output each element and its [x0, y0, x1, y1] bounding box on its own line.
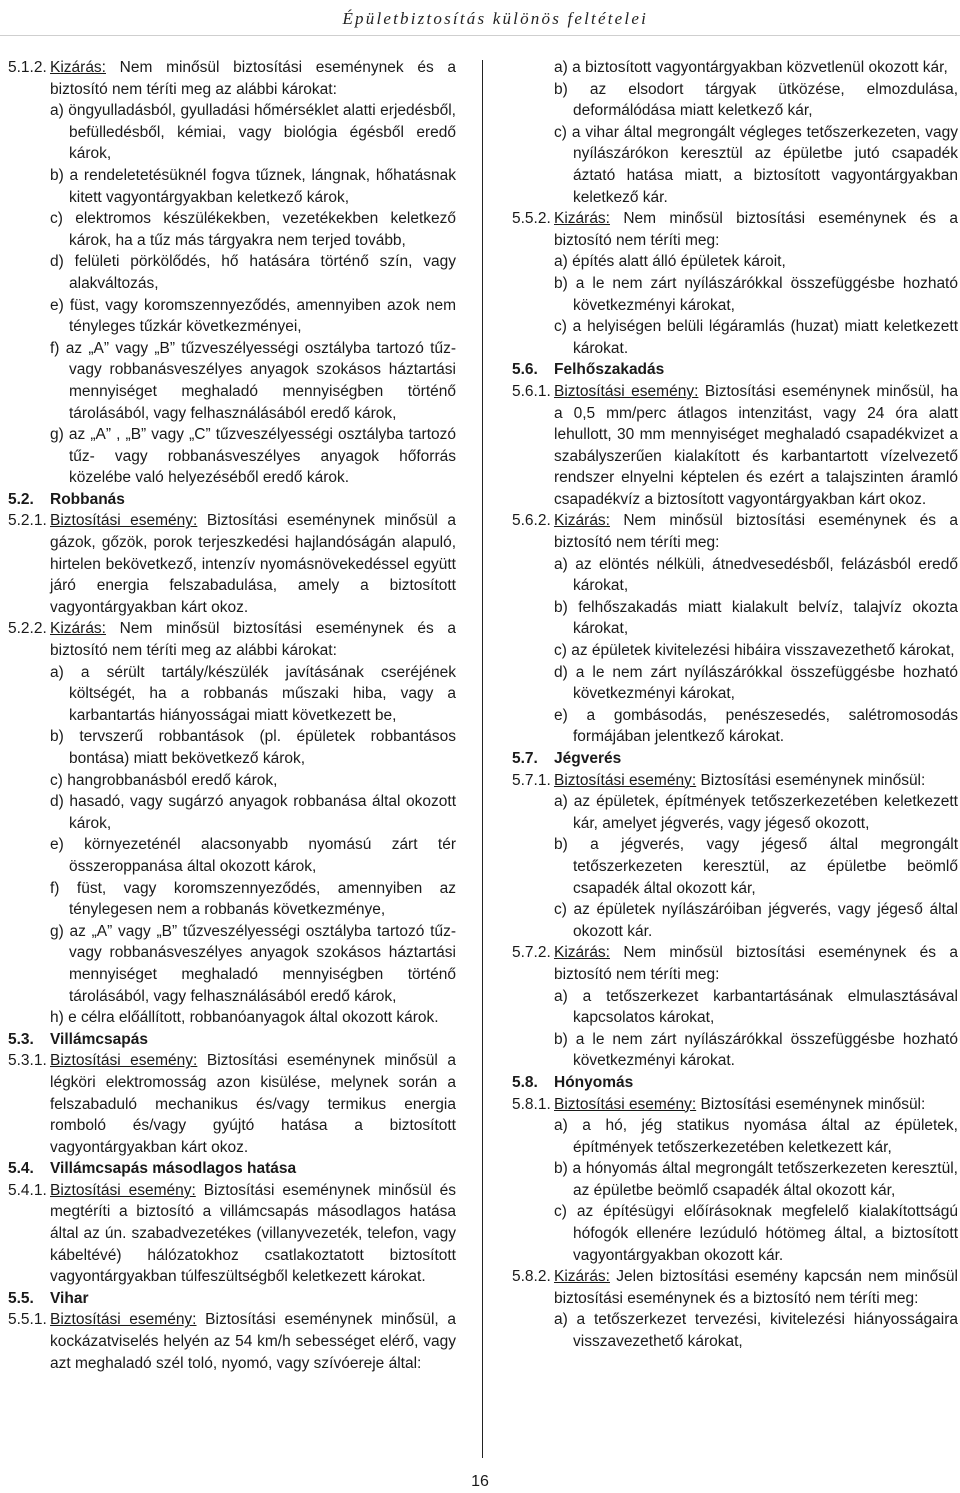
section-number: 5.3.	[8, 1030, 34, 1048]
clause-label: Biztosítási esemény:	[50, 1052, 198, 1070]
list-item-text: b) a le nem zárt nyílászárókkal összefüggésbe hozható következményi károkat,	[554, 274, 958, 314]
clause-number: 5.7.2.	[512, 944, 551, 962]
list-item	[512, 705, 958, 748]
clause-body	[8, 1050, 456, 1158]
clause-text: Biztosítási eseménynek minősül:	[696, 1095, 926, 1113]
list-item	[8, 424, 456, 489]
clause	[8, 510, 456, 618]
list-item	[8, 662, 456, 727]
clause-text: Biztosítási eseménynek minősül, a kockázatviselés helyén az 54 km/h sebességet elérő, vagy azt meghaladó szél toló, nyomó, vagy szívóereje által:	[50, 1311, 456, 1372]
clause-label: Kizárás:	[50, 59, 106, 76]
section-heading	[512, 748, 958, 770]
clause-body	[512, 381, 958, 511]
clause	[512, 208, 958, 251]
list-item	[512, 122, 958, 208]
section-number: 5.4.	[8, 1160, 34, 1178]
list-item	[512, 79, 958, 122]
clause-body	[8, 1309, 456, 1374]
list-item	[512, 1309, 958, 1352]
list-item-text: b) a jégverés, vagy jégeső által megrongált tetőszerkezeten keresztül, az épületbe beömlő csapadék által okozott kár,	[554, 836, 958, 897]
list-item	[8, 770, 456, 792]
clause-label: Biztosítási esemény:	[554, 382, 699, 400]
list-item	[8, 295, 456, 338]
section-number: 5.8.	[512, 1073, 538, 1091]
clause-text: Nem minősül biztosítási eseménynek és a biztosító nem téríti meg az alábbi károkat:	[50, 620, 456, 660]
list-item-text: c) a vihar által megrongált végleges tetőszerkezeten, vagy nyílászárókon keresztül az épületbe jutó csapadék áztató hatása miatt, a biztosított vagyontárgyakban keletkező kár.	[554, 123, 958, 206]
list-item-text: b) az elsodort tárgyak ütközése, elmozdulása, deformálódása miatt keletkező kár,	[554, 80, 958, 120]
clause-text: Jelen biztosítási esemény kapcsán nem minősül biztosítási eseménynek és a biztosító nem téríti meg:	[554, 1268, 958, 1307]
page-number: 16	[471, 1473, 489, 1490]
clause-text: Nem minősül biztosítási eseménynek és a biztosító nem téríti meg:	[554, 210, 958, 249]
clause	[512, 1094, 958, 1116]
list-item	[8, 338, 456, 424]
clause-text: Biztosítási eseménynek minősül és megtéríti a biztosító a villámcsapás másodlagos hatása által az ún. szabadvezetékes (villanyvezeték, telefon, vagy kábeltévé) hálózatokhoz csatlakoztatott biztosított vagyontárgyakban túlfeszültségből keletkezett károkat.	[50, 1181, 456, 1286]
list-item-text: c) az épületek nyílászáróiban jégverés, vagy jégeső által okozott kár.	[554, 901, 958, 940]
clause-text: Biztosítási eseménynek minősül a légköri elektromosság azon kisülése, melynek során a felszabaduló mechanikus és/vagy termikus energia romboló és/vagy gyújtó hatása a biztosított vagyontárgyakban kárt okoz.	[50, 1052, 456, 1156]
clause-label: Kizárás:	[50, 620, 106, 638]
list-item	[512, 1201, 958, 1266]
list-item	[512, 251, 958, 273]
clause-label: Biztosítási esemény:	[50, 1311, 197, 1329]
section-title: Robbanás	[50, 490, 125, 508]
clause	[512, 942, 958, 985]
clause-number: 5.7.1.	[512, 771, 551, 789]
section-title: Felhőszakadás	[554, 361, 665, 379]
clause-text: Nem minősül biztosítási eseménynek és a biztosító nem téríti meg:	[554, 944, 958, 983]
section-heading	[512, 1072, 958, 1094]
clause	[512, 381, 958, 511]
list-item-text: f) füst, vagy koromszennyeződés, amennyiben az ténylegesen nem a robbanás következménye,	[50, 879, 456, 919]
clause-body	[8, 618, 456, 661]
list-item	[8, 1007, 456, 1029]
clause-number: 5.6.2.	[512, 512, 551, 530]
section-heading	[512, 359, 958, 381]
section-heading	[8, 1288, 456, 1310]
list-item	[8, 100, 456, 165]
list-item	[8, 834, 456, 877]
list-item-text: b) a hónyomás által megrongált tetőszerkezeten keresztül, az épületbe beömlő csapadék által okozott kár,	[554, 1160, 958, 1199]
section-number: 5.2.	[8, 490, 34, 508]
list-item-text: a) a sérült tartály/készülék javításának cseréjének költségét, ha a robbanás műszaki hiba, vagy a karbantartás hiányosságai miatt következett be,	[50, 663, 456, 724]
clause-number: 5.5.1.	[8, 1311, 47, 1329]
clause-text: Biztosítási eseménynek minősül, ha a 0,5 mm/perc átlagos intenzitást, vagy 24 óra alatt lehullott, 30 mm mennyiséget meghaladó csapadékvizet a szabályszerűen kialakított és karbantartott vízelvezető rendszer elnyelni képtelen és ezért a talajszinten áramló csapadékvíz a biztosított vagyontárgyakban kárt okoz.	[554, 382, 958, 508]
list-item-text: c) az építésügyi előírásoknak megfelelő kialakítottságú hófogók ellenére lezúduló hótömeg által, a biztosított vagyontárgyakban okozott kár.	[554, 1203, 958, 1264]
clause-number: 5.3.1.	[8, 1052, 47, 1070]
list-item-text: f) az „A” vagy „B” tűzveszélyességi osztályba tartozó tűz- vagy robbanásveszélyes anyagok szokásos háztartási mennyiséget meghaladó mennyiségben történő tárolásából, vagy felhasználásából eredő károk,	[50, 339, 456, 422]
left-column	[8, 57, 456, 1374]
clause	[8, 1180, 456, 1288]
section-title: Villámcsapás	[50, 1030, 148, 1048]
list-item	[8, 726, 456, 769]
list-item-text: c) a helyiségen belüli légáramlás (huzat) miatt keletkezett károkat.	[554, 318, 958, 357]
section-title: Vihar	[50, 1289, 89, 1307]
list-item-text: a) építés alatt álló épületek károit,	[554, 253, 786, 271]
clause-body	[512, 942, 958, 985]
list-item	[8, 165, 456, 208]
section-number: 5.5.	[8, 1289, 34, 1307]
clause-number: 5.6.1.	[512, 382, 551, 400]
clause-label: Kizárás:	[554, 512, 610, 530]
list-item	[512, 986, 958, 1029]
list-item-text: b) tervszerű robbantások (pl. épületek robbantásos bontása) miatt bekövetkező károk,	[50, 728, 456, 767]
list-item-text: e) környezeténél alacsonyabb nyomású zárt tér összeroppanása által okozott károk,	[50, 836, 456, 875]
list-item-text: a) öngyulladásból, gyulladási hőmérséklet alatti erjedésből, befülledésből, kémiai, vagy biológia égésből eredő károk,	[50, 102, 456, 163]
clause	[512, 1266, 958, 1309]
list-item	[8, 921, 456, 1007]
clause-label: Biztosítási esemény:	[50, 1181, 196, 1199]
clause-number: 5.1.2.	[8, 59, 47, 76]
list-item-text: e) a gombásodás, penészesedés, salétromosodás formájában jelentkező károkat.	[554, 706, 958, 746]
clause-body	[512, 770, 958, 792]
list-item-text: d) hasadó, vagy sugárzó anyagok robbanása által okozott károk,	[50, 793, 456, 832]
section-heading	[8, 1158, 456, 1180]
list-item-text: a) a tetőszerkezet karbantartásának elmulasztásával kapcsolatos károkat,	[554, 987, 958, 1027]
list-item-text: d) felületi pörkölődés, hő hatására történő szín, vagy alakváltozás,	[50, 253, 456, 292]
clause-body	[8, 57, 456, 100]
clause-body	[512, 1094, 958, 1116]
clause-text: Biztosítási eseménynek minősül:	[696, 771, 926, 789]
section-title: Hónyomás	[554, 1073, 634, 1091]
list-item-text: a) a biztosított vagyontárgyakban közvetlenül okozott kár,	[554, 59, 948, 76]
list-item-text: b) a le nem zárt nyílászárókkal összefüggésbe hozható következményi károkat.	[554, 1030, 958, 1070]
clause-text: Biztosítási eseménynek minősül a gázok, gőzök, porok terjeszkedési hajlandóságán alapuló, hirtelen bekövetkező, intenzív nyomásnövekedéssel együtt járó energia felszabadulása, amely a biztosított vagyontárgyakban kárt okoz.	[50, 512, 456, 616]
document-running-title: Épületbiztosítás különös feltételei	[342, 9, 648, 28]
list-item	[512, 662, 958, 705]
list-item-text: b) a rendeletetésüknél fogva tűznek, lángnak, hőhatásnak kitett vagyontárgyakban keletkező károk,	[50, 166, 456, 206]
clause-label: Biztosítási esemény:	[554, 771, 697, 789]
section-number: 5.7.	[512, 750, 538, 767]
list-item	[512, 640, 958, 662]
clause	[512, 510, 958, 553]
section-title: Villámcsapás másodlagos hatása	[50, 1160, 297, 1178]
clause-label: Kizárás:	[554, 210, 610, 228]
clause-label: Kizárás:	[554, 944, 610, 962]
clause-body	[8, 510, 456, 618]
column-divider	[482, 60, 483, 1458]
list-item-text: a) az elöntés nélküli, átnedvesedésből, felázásból eredő károkat,	[554, 555, 958, 595]
clause-number: 5.2.1.	[8, 512, 47, 530]
list-item-text: g) az „A” vagy „B” tűzveszélyességi osztályba tartozó tűz- vagy robbanásveszélyes anyagok szokásos háztartási mennyiséget meghaladó mennyiségben történő tárolásából, vagy felhasználásából eredő károk,	[50, 922, 456, 1005]
clause	[8, 618, 456, 661]
clause-text: Nem minősül biztosítási eseménynek és a biztosító nem téríti meg az alábbi károkat:	[50, 59, 456, 98]
list-item-text: d) a le nem zárt nyílászárókkal összefüggésbe hozható következményi károkat,	[554, 663, 958, 703]
clause-number: 5.2.2.	[8, 620, 47, 638]
clause-number: 5.8.2.	[512, 1268, 551, 1286]
clause-body	[8, 1180, 456, 1288]
list-item	[512, 273, 958, 316]
list-item-text: c) hangrobbanásból eredő károk,	[50, 771, 278, 789]
clause-body	[512, 208, 958, 251]
clause	[8, 1050, 456, 1158]
clause-number: 5.8.1.	[512, 1095, 551, 1113]
section-title: Jégverés	[554, 750, 622, 767]
clause-number: 5.4.1.	[8, 1181, 47, 1199]
list-item	[8, 251, 456, 294]
list-item	[512, 597, 958, 640]
clause	[512, 770, 958, 792]
list-item	[512, 899, 958, 942]
clause-number: 5.5.2.	[512, 210, 551, 228]
list-item	[512, 57, 958, 79]
list-item-text: a) a tetőszerkezet tervezési, kivitelezési hiányosságaira visszavezethető károkat,	[554, 1311, 958, 1351]
list-item-text: b) felhőszakadás miatt kialakult belvíz, talajvíz okozta károkat,	[554, 598, 958, 638]
list-item	[512, 791, 958, 834]
section-number: 5.6.	[512, 361, 538, 379]
list-item-text: c) elektromos készülékekben, vezetékekben keletkező károk, ha a tűz más tárgyakra nem terjed tovább,	[50, 210, 456, 249]
list-item	[8, 878, 456, 921]
section-heading	[8, 1029, 456, 1051]
list-item	[8, 791, 456, 834]
list-item	[512, 1029, 958, 1072]
section-heading	[8, 489, 456, 511]
list-item-text: a) a hó, jég statikus nyomása által az épületek, építmények tetőszerkezetében keletkezett kár,	[554, 1117, 958, 1156]
clause-body	[512, 1266, 958, 1309]
list-item-text: a) az épületek, építmények tetőszerkezetében keletkezett kár, amelyet jégverés, vagy jégeső okozott,	[554, 793, 958, 832]
clause	[8, 57, 456, 100]
list-item	[512, 834, 958, 899]
list-item	[8, 208, 456, 251]
list-item	[512, 554, 958, 597]
clause-label: Kizárás:	[554, 1268, 610, 1286]
page-header	[0, 5, 960, 36]
list-item-text: h) e célra előállított, robbanóanyagok által okozott károk.	[50, 1009, 439, 1027]
list-item-text: c) az épületek kivitelezési hibáira visszavezethető károkat,	[554, 642, 955, 660]
clause	[8, 1309, 456, 1374]
list-item	[512, 1115, 958, 1158]
clause-label: Biztosítási esemény:	[50, 512, 198, 530]
right-column	[512, 57, 958, 1353]
clause-body	[512, 510, 958, 553]
clause-label: Biztosítási esemény:	[554, 1095, 697, 1113]
list-item-text: g) az „A” , „B” vagy „C” tűzveszélyességi osztályba tartozó tűz- vagy robbanásveszélyes anyagok hőforrás közelébe való helyezéséből eredő károk.	[50, 426, 456, 487]
list-item-text: e) füst, vagy koromszennyeződés, amennyiben azok nem tényleges tűzkár következményei,	[50, 296, 456, 336]
list-item	[512, 1158, 958, 1201]
clause-text: Nem minősül biztosítási eseménynek és a biztosító nem téríti meg:	[554, 512, 958, 552]
list-item	[512, 316, 958, 359]
